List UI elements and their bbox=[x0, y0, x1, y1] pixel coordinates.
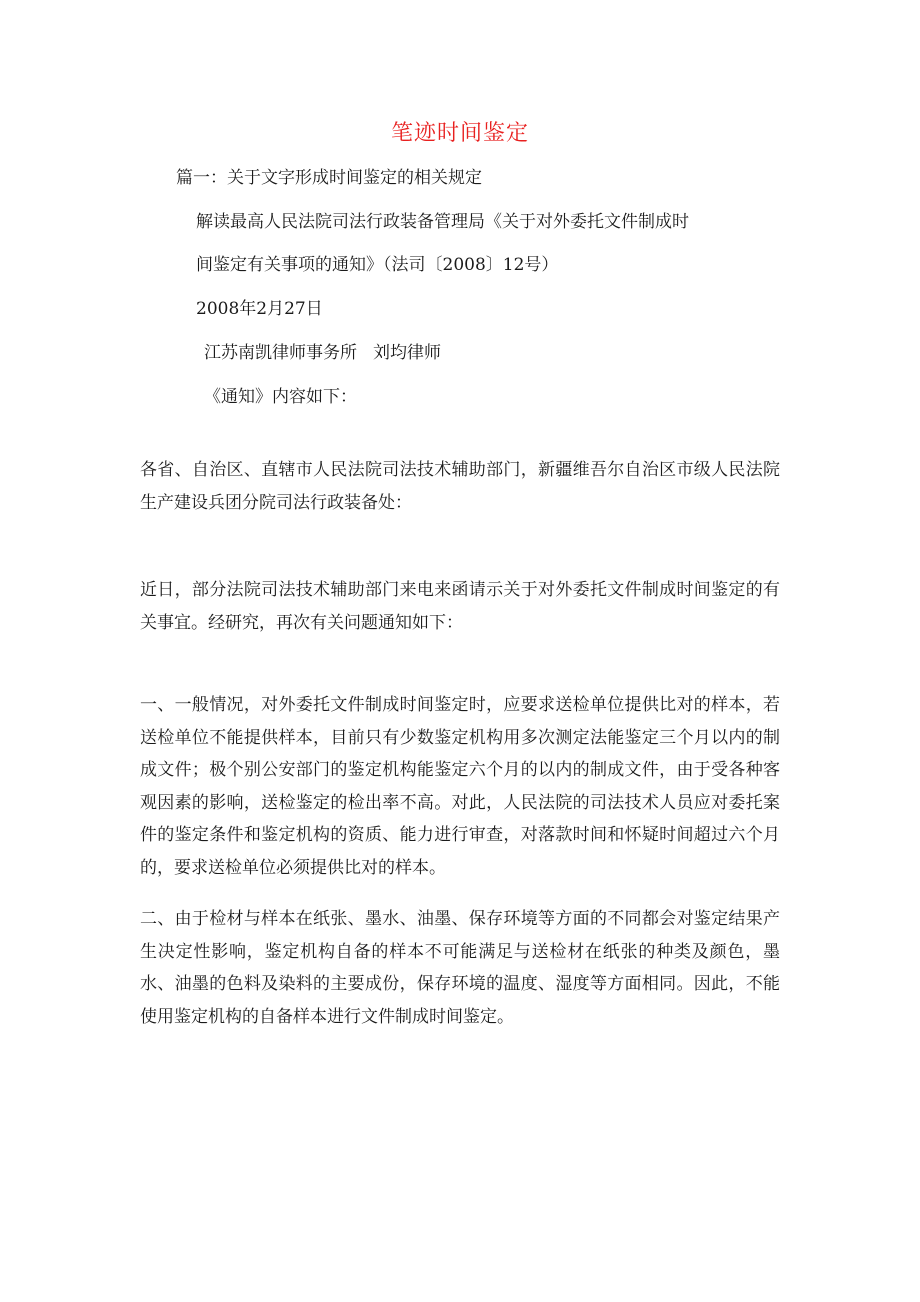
author-line bbox=[204, 338, 441, 363]
paragraph-background: 近日，部分法院司法技术辅助部门来电来函请示关于对外委托文件制成时间鉴定的有关事宜。经研究，再次有关问题通知如下： bbox=[140, 580, 780, 633]
notice-intro: 《通知》内容如下： bbox=[204, 387, 357, 407]
document-title: 笔迹时间鉴定 bbox=[390, 121, 529, 146]
document-date: 2008年2月27日 bbox=[196, 299, 323, 319]
interpretation-line-2: 间鉴定有关事项的通知》（法司〔2008〕12号） bbox=[196, 255, 559, 275]
paragraph-item-two: 二、由于检材与样本在纸张、墨水、油墨、保存环境等方面的不同都会对鉴定结果产生决定性影响，鉴定机构自备的样本不可能满足与送检材在纸张的种类及颜色，墨水、油墨的色料及染料的主要成份，保存环境的温度、湿度等方面相同。因此，不能使用鉴定机构的自备样本进行文件制成时间鉴定。 bbox=[140, 909, 780, 1027]
author-firm: 江苏南凯律师事务所 bbox=[204, 343, 357, 363]
paragraph-addressees: 各省、自治区、直辖市人民法院司法技术辅助部门，新疆维吾尔自治区市级人民法院生产建设兵团分院司法行政装备处： bbox=[140, 460, 780, 513]
section-heading: 篇一：关于文字形成时间鉴定的相关规定 bbox=[176, 168, 482, 188]
interpretation-line-1: 解读最高人民法院司法行政装备管理局《关于对外委托文件制成时 bbox=[196, 212, 689, 232]
author-name: 刘均律师 bbox=[373, 343, 441, 363]
paragraph-item-one: 一、一般情况，对外委托文件制成时间鉴定时，应要求送检单位提供比对的样本，若送检单位不能提供样本，目前只有少数鉴定机构用多次测定法能鉴定三个月以内的制成文件；极个别公安部门的鉴定机构能鉴定六个月的以内的制成文件，由于受各种客观因素的影响，送检鉴定的检出率不高。对此，人民法院的司法技术人员应对委托案件的鉴定条件和鉴定机构的资质、能力进行审查，对落款时间和怀疑时间超过六个月的，要求送检单位必须提供比对的样本。 bbox=[140, 695, 780, 878]
